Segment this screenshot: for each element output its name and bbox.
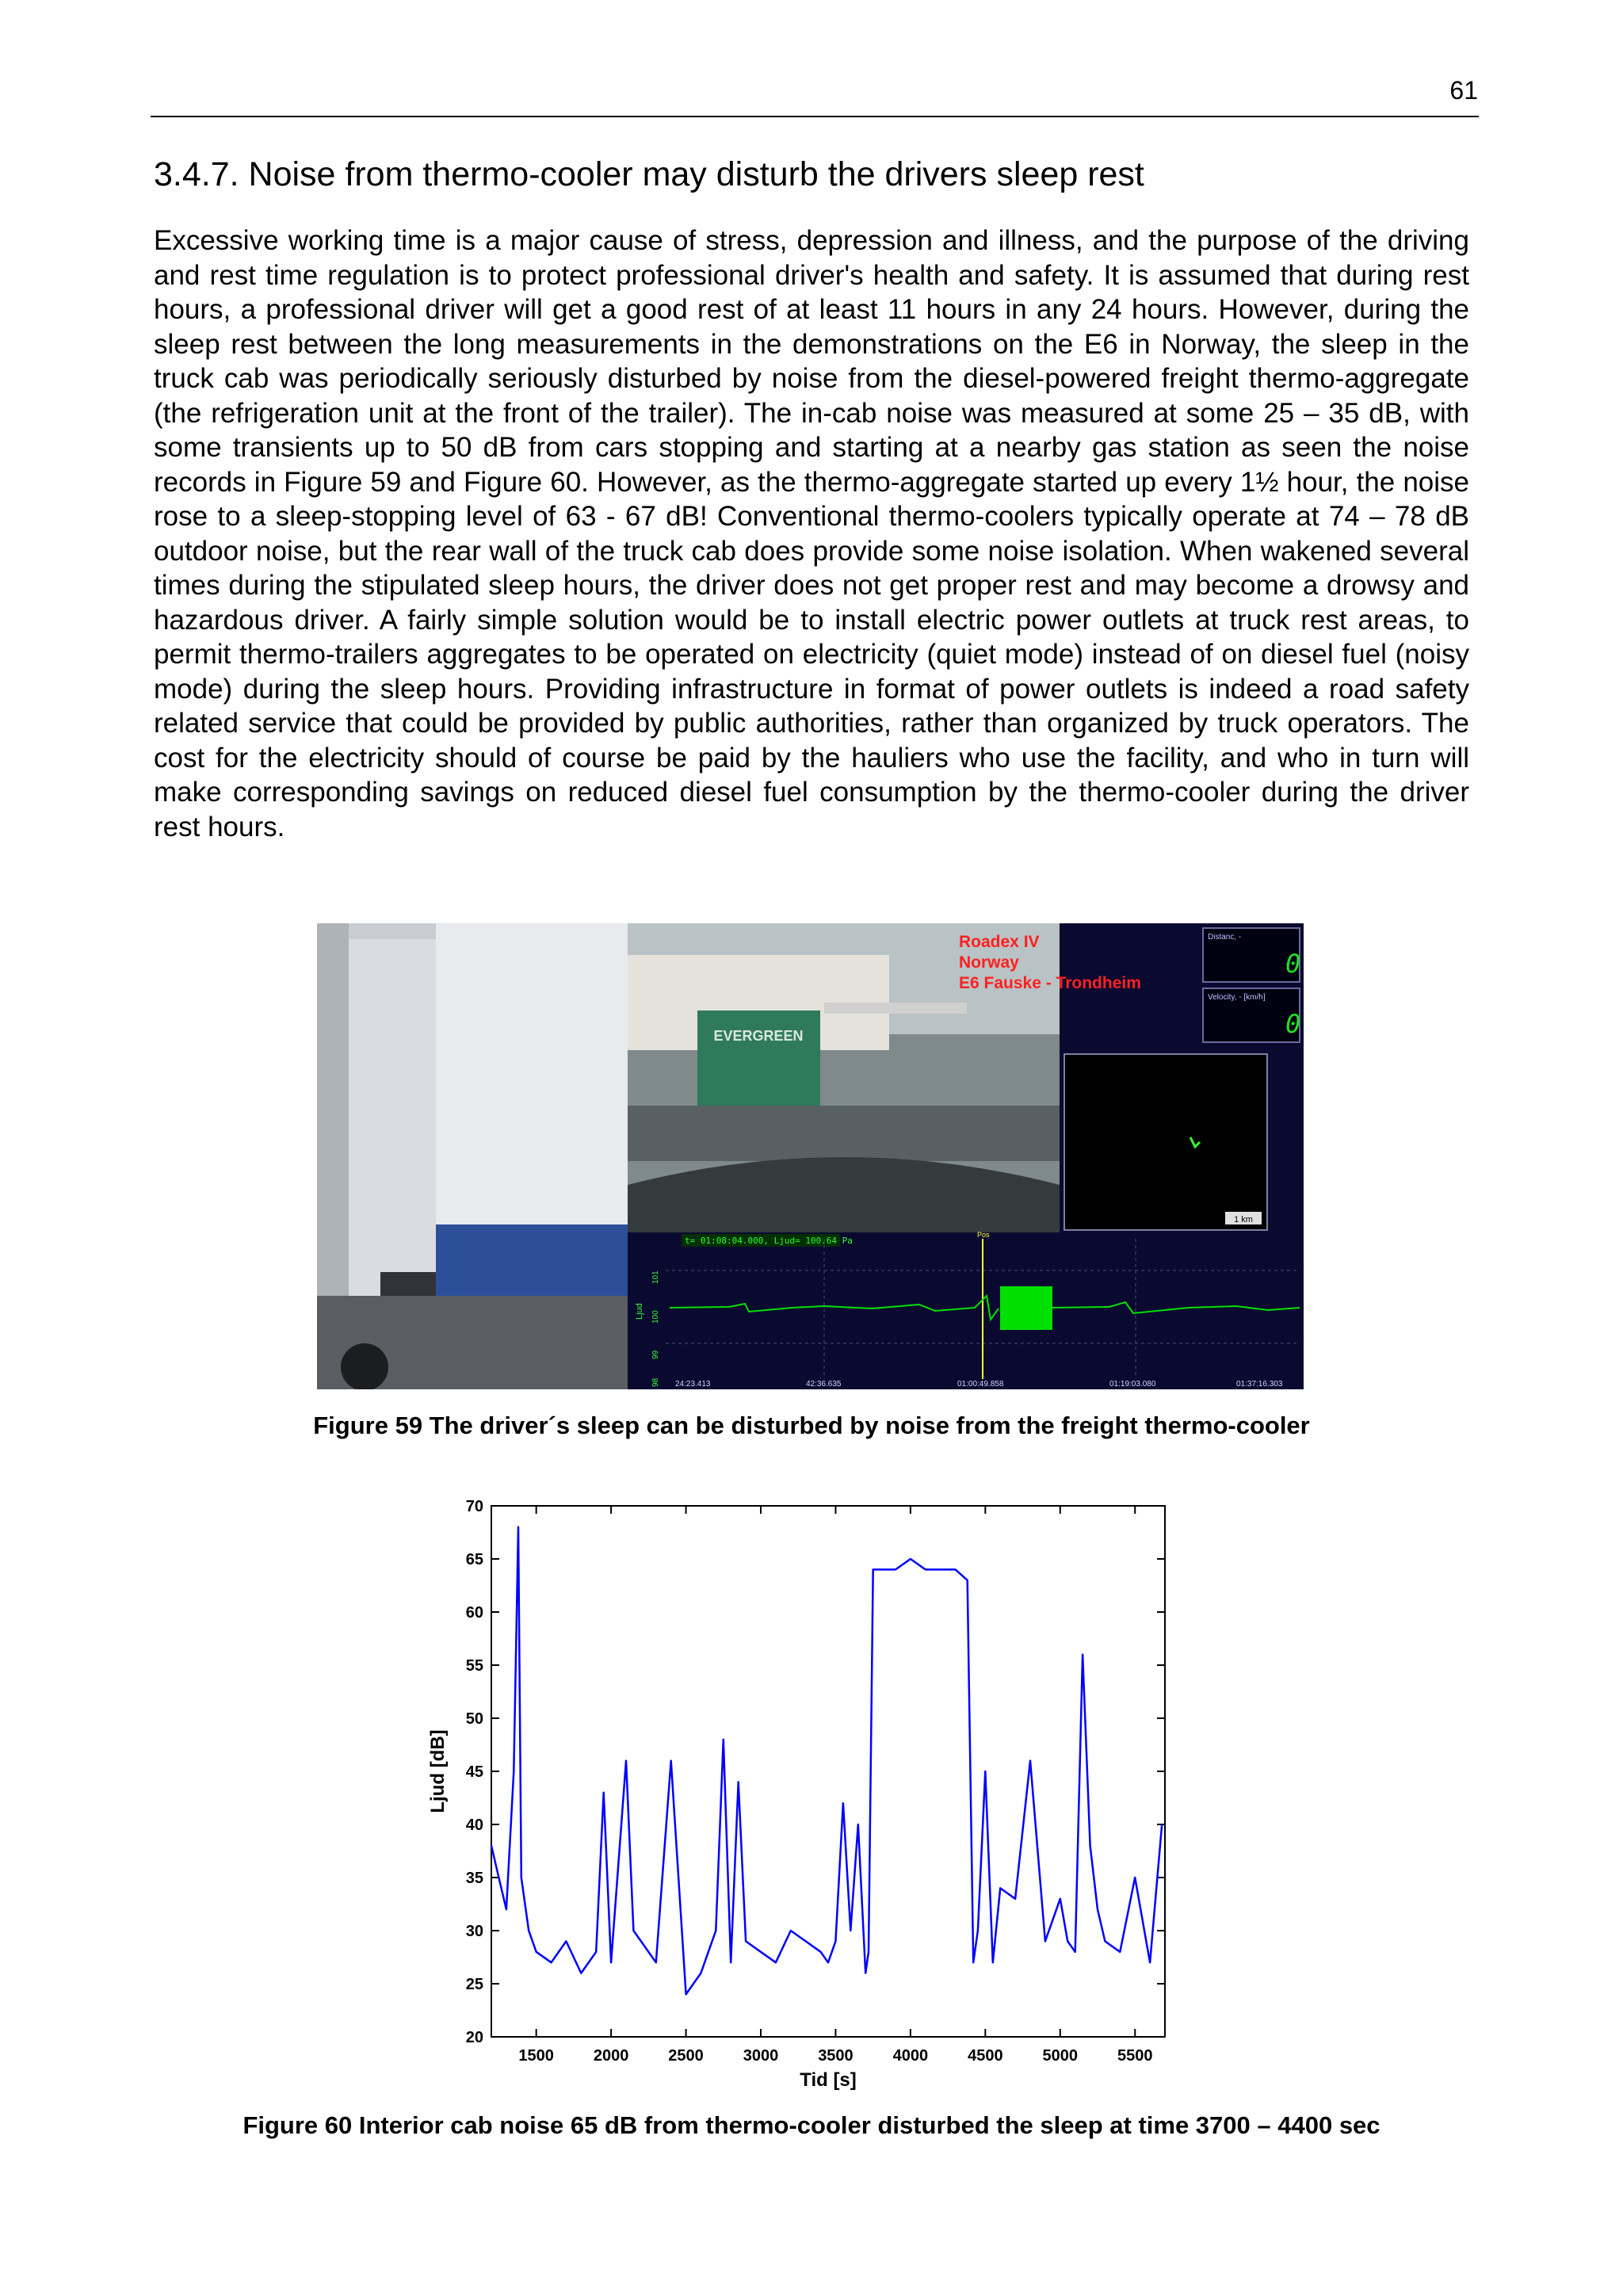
noise-trace-panel <box>628 1231 1304 1389</box>
x-axis-label: Tid [s] <box>800 2069 857 2091</box>
distance-label: Distanc, - <box>1208 933 1242 942</box>
trace-y-tick-3: 99 <box>651 1350 660 1359</box>
map-inset <box>1064 1054 1267 1230</box>
trace-time-tick-1: 24:23.413 <box>675 1380 711 1389</box>
distance-box <box>1203 928 1300 982</box>
trace-time-tick-3: 01:00:49.858 <box>957 1380 1004 1389</box>
section-title: 3.4.7. Noise from thermo-cooler may disturb the drivers sleep rest <box>154 155 1144 193</box>
x-tick-label: 4500 <box>968 2047 1003 2065</box>
trace-y-label: Ljud <box>635 1303 644 1320</box>
x-tick-label: 5500 <box>1117 2047 1153 2065</box>
y-tick-label: 25 <box>465 1976 483 1993</box>
x-tick-label: 2500 <box>668 2047 704 2065</box>
overlay-title-2: Norway <box>959 953 1019 972</box>
y-tick-label: 45 <box>465 1763 483 1781</box>
velocity-label: Velocity, - [km/h] <box>1208 993 1266 1002</box>
trace-y-tick-1: 101 <box>651 1270 660 1284</box>
trace-marker-label: Pos <box>977 1231 990 1239</box>
container-label: EVERGREEN <box>713 1028 804 1044</box>
overlay-route: E6 Fauske - Trondheim <box>959 974 1141 992</box>
figure-59-image <box>317 923 1304 1389</box>
trace-time-tick-4: 01:19:03.080 <box>1109 1380 1156 1389</box>
x-tick-label: 3500 <box>818 2047 854 2065</box>
distance-value: 0 <box>1285 949 1301 979</box>
y-axis-label: Ljud [dB] <box>427 1729 449 1813</box>
x-tick-label: 5000 <box>1042 2047 1079 2065</box>
figure-60-caption: Figure 60 Interior cab noise 65 dB from thermo-cooler disturbed the sleep at time 3700 – 4400 sec <box>242 2111 1381 2139</box>
page-number: 61 <box>1449 76 1478 105</box>
trace-y-tick-2: 100 <box>651 1310 660 1324</box>
y-tick-label: 40 <box>465 1817 483 1834</box>
y-tick-label: 70 <box>465 1498 483 1515</box>
velocity-value: 0 <box>1285 1009 1301 1039</box>
trace-time-tick-5: 01:37:16.303 <box>1236 1380 1283 1389</box>
x-tick-label: 4000 <box>892 2047 929 2065</box>
map-scale-label: 1 km <box>1234 1215 1253 1224</box>
y-tick-label: 50 <box>465 1710 483 1728</box>
trace-time-tick-2: 42:36.635 <box>806 1380 842 1389</box>
y-tick-label: 35 <box>465 1870 483 1887</box>
figure-59-caption: Figure 59 The driver´s sleep can be disturbed by noise from the freight thermo-cooler <box>313 1412 1310 1439</box>
y-tick-label: 65 <box>465 1551 483 1568</box>
y-tick-label: 60 <box>465 1604 483 1622</box>
header-rule <box>151 116 1479 117</box>
x-tick-label: 1500 <box>518 2047 554 2065</box>
x-tick-label: 3000 <box>743 2047 779 2065</box>
trace-readout: t= 01:08:04.000, Ljud= 100.64 Pa <box>685 1236 853 1246</box>
body-paragraph: Excessive working time is a major cause of stress, depression and illness, and the purpose of the driving and rest time regulation is to protect professional driver's health and safety. It is assumed that during rest hours, a professional driver will get a good rest of at least 11 hours in any 24 hours. However, during the sleep rest between the long measurements in the demonstrations on the E6 in Norway, the sleep in the truck cab was periodically seriously disturbed by noise from the diesel-powered freight thermo-aggregate (the refrigeration unit at the front of the trailer). The in-cab noise was measured at some 25 – 35 dB, with some transients up to 50 dB from cars stopping and starting at a nearby gas station as seen the noise records in Figure 59 and Figure 60. However, as the thermo-aggregate started up every 1½ hour, the noise rose to a sleep-stopping level of 63 - 67 dB! Conventional thermo-coolers typically operate at 74 – 78 dB outdoor noise, but the rear wall of the truck cab does provide some noise isolation. When wakened several times during the stipulated sleep hours, the driver does not get proper rest and may become a drowsy and hazardous driver. A fairly simple solution would be to install electric power outlets at truck rest areas, to permit thermo-trailers aggregates to be operated on electricity (quiet mode) instead of on diesel fuel (noisy mode) during the sleep hours. Providing infrastructure in format of power outlets is indeed a road safety related service that could be provided by public authorities, rather than organized by truck operators. The cost for the electricity should of course be paid by the hauliers who use the facility, and who in turn will make corresponding savings on reduced diesel fuel consumption by the thermo-cooler during the driver rest hours. <box>154 225 1469 842</box>
x-tick-label: 2000 <box>593 2047 629 2065</box>
y-tick-label: 20 <box>465 2029 483 2046</box>
trace-y-tick-4: 98 <box>651 1377 660 1387</box>
overlay-title-1: Roadex IV <box>959 933 1040 951</box>
y-tick-label: 30 <box>465 1923 483 1940</box>
velocity-box <box>1203 988 1300 1042</box>
truck-photo <box>317 923 628 1389</box>
figure-60-chart <box>420 1490 1181 2100</box>
y-tick-label: 55 <box>465 1657 483 1675</box>
